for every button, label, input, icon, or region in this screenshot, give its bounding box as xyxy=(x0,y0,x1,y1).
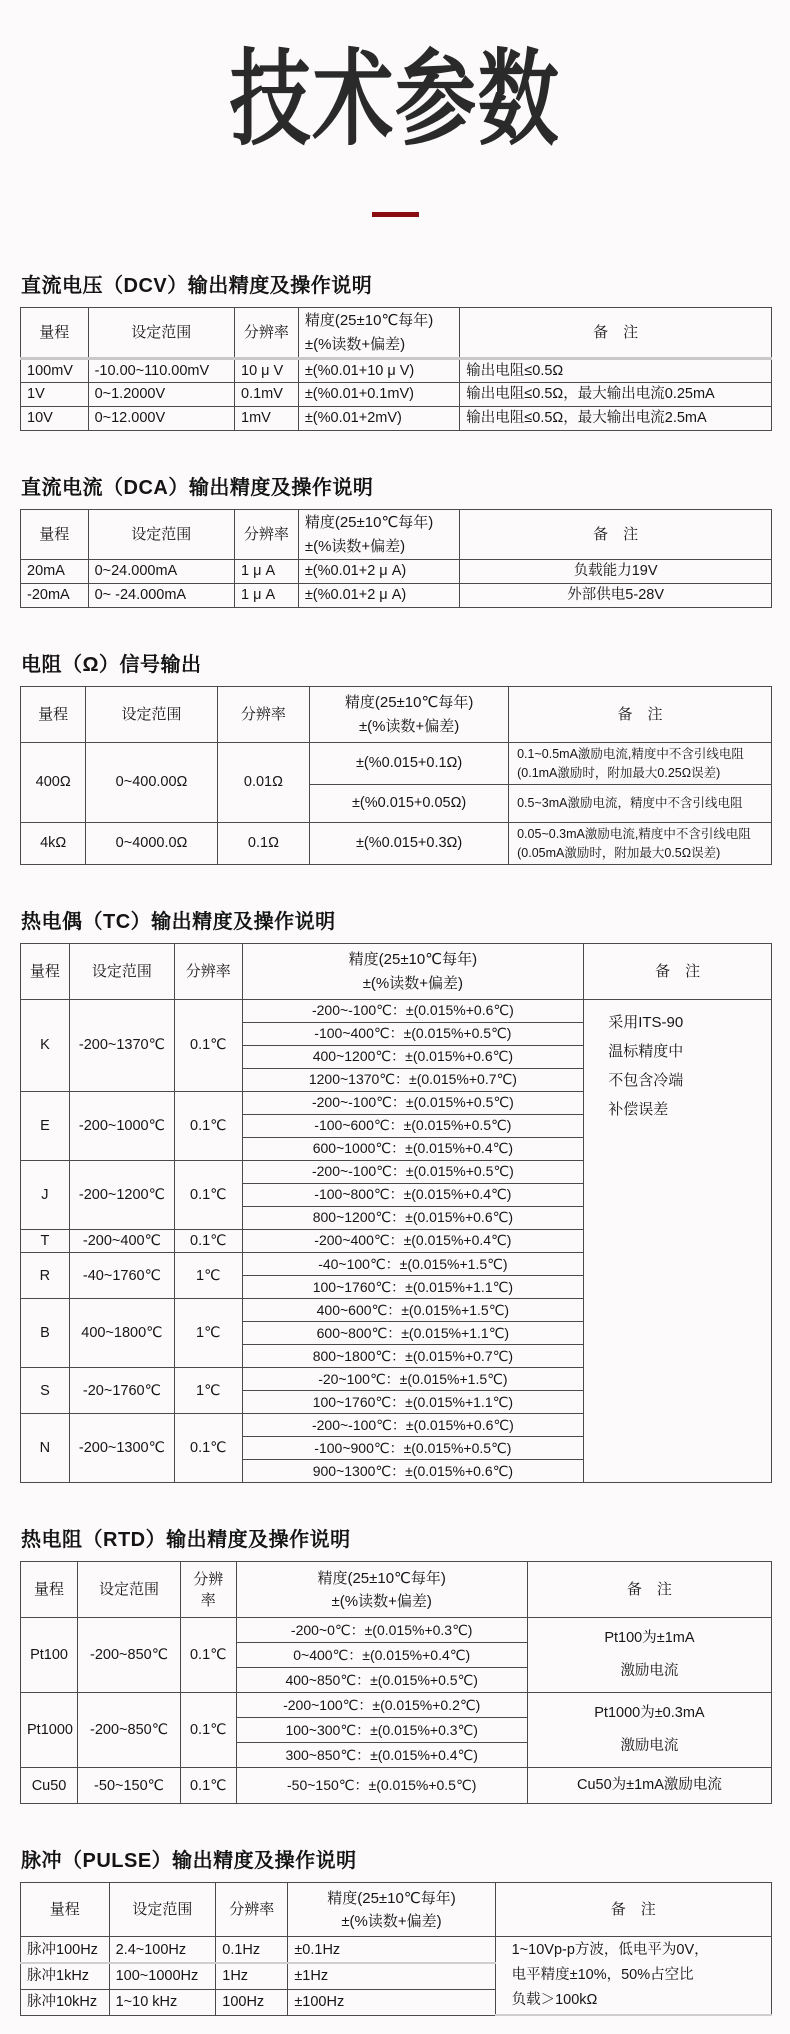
col-header-setting: 设定范围 xyxy=(109,1883,216,1937)
cell-resolution: 0.1℃ xyxy=(174,1230,242,1253)
cell-accuracy: 600~800℃：±(0.015%+1.1℃) xyxy=(242,1322,584,1345)
cell-range: Pt1000 xyxy=(21,1693,78,1768)
cell-accuracy: -100~400℃：±(0.015%+0.5℃) xyxy=(242,1023,584,1046)
table-row xyxy=(21,1000,772,1023)
cell-remark xyxy=(509,823,772,865)
table-row xyxy=(21,743,772,785)
cell-accuracy: 900~1300℃：±(0.015%+0.6℃) xyxy=(242,1460,584,1483)
cell-setting: 2.4~100Hz xyxy=(109,1937,216,1963)
accuracy-header-line: 精度(25±10℃每年) xyxy=(304,514,434,532)
col-header-resolution: 分辨率 xyxy=(235,308,299,359)
section-heading-ohm: 电阻（Ω）信号输出 xyxy=(21,654,202,677)
col-header-setting: 设定范围 xyxy=(69,944,174,1000)
cell-remark xyxy=(527,1618,771,1693)
cell-accuracy: 100~1760℃：±(0.015%+1.1℃) xyxy=(242,1276,584,1299)
cell-accuracy: -200~100℃：±(0.015%+0.2℃) xyxy=(236,1693,527,1718)
table-row xyxy=(21,584,772,608)
cell-accuracy: 0~400℃：±(0.015%+0.4℃) xyxy=(236,1643,527,1668)
cell-setting: 0~ -24.000mA xyxy=(88,584,234,608)
cell-accuracy: 100~1760℃：±(0.015%+1.1℃) xyxy=(242,1391,584,1414)
cell-accuracy: ±(%0.01+0.1mV) xyxy=(298,383,459,407)
cell-setting: -200~1000℃ xyxy=(69,1092,174,1161)
table-row xyxy=(21,1768,772,1804)
cell-accuracy: -200~-100℃：±(0.015%+0.6℃) xyxy=(242,1000,584,1023)
cell-setting: -200~1200℃ xyxy=(69,1161,174,1230)
cell-resolution: 0.1℃ xyxy=(174,1161,242,1230)
cell-accuracy: 1200~1370℃：±(0.015%+0.7℃) xyxy=(242,1069,584,1092)
cell-setting: -200~850℃ xyxy=(78,1693,181,1768)
accuracy-header-line: 精度(25±10℃每年) xyxy=(327,1889,456,1907)
cell-range: 脉冲10kHz xyxy=(21,1989,110,2015)
accuracy-header-line: 精度(25±10℃每年) xyxy=(317,1569,446,1587)
cell-setting: -200~400℃ xyxy=(69,1230,174,1253)
table-row xyxy=(21,407,772,431)
pulse-table xyxy=(20,1882,772,2016)
cell-range: 1V xyxy=(21,383,89,407)
section-heading-rtd: 热电阻（RTD）输出精度及操作说明 xyxy=(21,1529,351,1552)
col-header-remark: 备 注 xyxy=(495,1883,771,1937)
accuracy-header-line: ±(%读数+偏差) xyxy=(304,335,406,353)
tc-table xyxy=(20,943,772,1483)
cell-accuracy: -50~150℃：±(0.015%+0.5℃) xyxy=(236,1768,527,1804)
section-heading-pulse: 脉冲（PULSE）输出精度及操作说明 xyxy=(21,1850,357,1873)
col-header-range: 量程 xyxy=(21,1562,78,1618)
content xyxy=(0,269,790,2016)
cell-accuracy: -200~0℃：±(0.015%+0.3℃) xyxy=(236,1618,527,1643)
dca-table xyxy=(20,509,772,608)
cell-setting: 100~1000Hz xyxy=(109,1963,216,1989)
table-row xyxy=(21,1618,772,1643)
table-header-row xyxy=(21,687,772,743)
cell-setting: -10.00~110.00mV xyxy=(88,358,234,382)
cell-accuracy: -200~-100℃：±(0.015%+0.5℃) xyxy=(242,1161,584,1184)
cell-accuracy: ±(%0.015+0.1Ω) xyxy=(310,743,509,785)
cell-accuracy: 600~1000℃：±(0.015%+0.4℃) xyxy=(242,1138,584,1161)
rtd-table xyxy=(20,1561,772,1804)
cell-remark: 输出电阻≤0.5Ω，最大输出电流2.5mA xyxy=(460,407,772,431)
cell-accuracy: ±(%0.01+2 μ A) xyxy=(298,560,459,584)
col-header-remark: 备 注 xyxy=(584,944,772,1000)
cell-setting: 0~4000.0Ω xyxy=(86,823,217,865)
cell-resolution: 0.1℃ xyxy=(180,1768,236,1804)
cell-range: J xyxy=(21,1161,70,1230)
table-header-row xyxy=(21,308,772,359)
table-row xyxy=(21,1693,772,1718)
page-title: 技术参数 xyxy=(229,42,561,158)
col-header-accuracy xyxy=(310,687,509,743)
table-header-row xyxy=(21,1883,772,1937)
cell-setting: 0~400.00Ω xyxy=(86,743,217,823)
cell-range: 脉冲1kHz xyxy=(21,1963,110,1989)
col-header-accuracy xyxy=(236,1562,527,1618)
cell-accuracy: -200~400℃：±(0.015%+0.4℃) xyxy=(242,1230,584,1253)
remark-line: 0.5~3mA激励电流，精度中不含引线电阻 xyxy=(517,796,743,811)
cell-accuracy: -20~100℃：±(0.015%+1.5℃) xyxy=(242,1368,584,1391)
cell-range: 4kΩ xyxy=(21,823,86,865)
remark-line: 0.05~0.3mA激励电流,精度中不含引线电阻 xyxy=(517,826,751,841)
col-header-resolution: 分辨率 xyxy=(180,1562,236,1618)
col-header-setting: 设定范围 xyxy=(88,510,234,560)
cell-accuracy: ±(%0.01+2mV) xyxy=(298,407,459,431)
col-header-remark: 备 注 xyxy=(527,1562,771,1618)
section-heading-tc: 热电偶（TC）输出精度及操作说明 xyxy=(21,911,336,934)
cell-remark xyxy=(584,1000,772,1483)
accuracy-header-line: ±(%读数+偏差) xyxy=(331,1592,432,1610)
table-row xyxy=(21,1937,772,1963)
table-row xyxy=(21,560,772,584)
cell-setting: -40~1760℃ xyxy=(69,1253,174,1299)
remark-line: 激励电流 xyxy=(620,1738,679,1755)
cell-resolution: 1 μ A xyxy=(235,560,299,584)
cell-resolution: 0.1℃ xyxy=(180,1618,236,1693)
cell-remark: 输出电阻≤0.5Ω，最大输出电流0.25mA xyxy=(460,383,772,407)
cell-accuracy: ±(%0.015+0.3Ω) xyxy=(310,823,509,865)
cell-accuracy: ±(%0.01+2 μ A) xyxy=(298,584,459,608)
cell-range: 400Ω xyxy=(21,743,86,823)
cell-accuracy: -100~900℃：±(0.015%+0.5℃) xyxy=(242,1437,584,1460)
cell-resolution: 0.1mV xyxy=(235,383,299,407)
cell-setting: -50~150℃ xyxy=(78,1768,181,1804)
section-heading-dca: 直流电流（DCA）输出精度及操作说明 xyxy=(21,477,374,500)
cell-accuracy: ±(%0.015+0.05Ω) xyxy=(310,785,509,823)
cell-range: 20mA xyxy=(21,560,89,584)
cell-remark xyxy=(527,1693,771,1768)
col-header-setting: 设定范围 xyxy=(78,1562,181,1618)
cell-range: E xyxy=(21,1092,70,1161)
accuracy-header-line: 精度(25±10℃每年) xyxy=(344,694,474,712)
remark-line: (0.05mA激励时，附加最大0.5Ω误差) xyxy=(517,845,721,860)
remark-line: 1~10Vp-p方波，低电平为0V， xyxy=(511,1942,709,1959)
remark-line: 温标精度中 xyxy=(608,1043,684,1061)
col-header-accuracy xyxy=(298,510,459,560)
cell-accuracy: 400~1200℃：±(0.015%+0.6℃) xyxy=(242,1046,584,1069)
accuracy-header-line: 精度(25±10℃每年) xyxy=(304,312,434,330)
cell-range: R xyxy=(21,1253,70,1299)
remark-line: (0.1mA激励时，附加最大0.25Ω误差) xyxy=(517,765,721,780)
cell-accuracy: 800~1200℃：±(0.015%+0.6℃) xyxy=(242,1207,584,1230)
accuracy-header-line: ±(%读数+偏差) xyxy=(358,717,460,735)
cell-resolution: 1℃ xyxy=(174,1368,242,1414)
cell-range: T xyxy=(21,1230,70,1253)
cell-range: 100mV xyxy=(21,358,89,382)
cell-range: K xyxy=(21,1000,70,1092)
cell-remark: 外部供电5-28V xyxy=(460,584,772,608)
remark-line: Cu50为±1mA激励电流 xyxy=(576,1777,722,1794)
remark-line: 不包含冷端 xyxy=(608,1072,684,1090)
cell-resolution: 100Hz xyxy=(216,1989,288,2015)
cell-resolution: 1Hz xyxy=(216,1963,288,1989)
col-header-accuracy xyxy=(242,944,584,1000)
cell-range: 脉冲100Hz xyxy=(21,1937,110,1963)
cell-resolution: 0.1℃ xyxy=(174,1000,242,1092)
cell-range: B xyxy=(21,1299,70,1368)
cell-resolution: 0.1Ω xyxy=(217,823,309,865)
cell-range: Cu50 xyxy=(21,1768,78,1804)
dcv-table xyxy=(20,307,772,431)
cell-accuracy: 800~1800℃：±(0.015%+0.7℃) xyxy=(242,1345,584,1368)
accuracy-header-line: ±(%读数+偏差) xyxy=(304,537,406,555)
cell-range: -20mA xyxy=(21,584,89,608)
cell-remark xyxy=(495,1937,771,2016)
col-header-range: 量程 xyxy=(21,510,89,560)
cell-accuracy: 400~850℃：±(0.015%+0.5℃) xyxy=(236,1668,527,1693)
cell-remark xyxy=(509,743,772,785)
col-header-setting: 设定范围 xyxy=(88,308,234,359)
cell-accuracy: -100~600℃：±(0.015%+0.5℃) xyxy=(242,1115,584,1138)
cell-setting: 0~12.000V xyxy=(88,407,234,431)
col-header-accuracy xyxy=(298,308,459,359)
table-header-row xyxy=(21,944,772,1000)
cell-setting: -20~1760℃ xyxy=(69,1368,174,1414)
cell-accuracy: ±1Hz xyxy=(288,1963,495,1989)
remark-line: 负载＞100kΩ xyxy=(511,1992,598,2009)
accuracy-header-line: ±(%读数+偏差) xyxy=(341,1912,442,1930)
remark-line: 激励电流 xyxy=(620,1663,679,1680)
col-header-resolution: 分辨率 xyxy=(174,944,242,1000)
cell-remark: 输出电阻≤0.5Ω xyxy=(460,358,772,382)
cell-accuracy: 400~600℃：±(0.015%+1.5℃) xyxy=(242,1299,584,1322)
cell-range: Pt100 xyxy=(21,1618,78,1693)
cell-setting: 0~1.2000V xyxy=(88,383,234,407)
table-row xyxy=(21,358,772,382)
col-header-resolution: 分辨率 xyxy=(235,510,299,560)
cell-accuracy: ±0.1Hz xyxy=(288,1937,495,1963)
remark-line: 电平精度±10%，50%占空比 xyxy=(511,1967,694,1984)
cell-remark xyxy=(509,785,772,823)
table-row xyxy=(21,823,772,865)
cell-range: S xyxy=(21,1368,70,1414)
accuracy-header-line: 精度(25±10℃每年) xyxy=(348,951,478,969)
cell-resolution: 1℃ xyxy=(174,1299,242,1368)
remark-line: 补偿误差 xyxy=(608,1101,669,1119)
table-header-row xyxy=(21,510,772,560)
cell-setting: -200~1300℃ xyxy=(69,1414,174,1483)
resistance-table xyxy=(20,686,772,865)
col-header-setting: 设定范围 xyxy=(86,687,217,743)
cell-setting: -200~1370℃ xyxy=(69,1000,174,1092)
col-header-accuracy xyxy=(288,1883,495,1937)
cell-remark xyxy=(527,1768,771,1804)
cell-resolution: 0.1℃ xyxy=(180,1693,236,1768)
table-header-row xyxy=(21,1562,772,1618)
cell-setting: 1~10 kHz xyxy=(109,1989,216,2015)
cell-accuracy: -40~100℃：±(0.015%+1.5℃) xyxy=(242,1253,584,1276)
title-underline xyxy=(372,212,419,217)
cell-accuracy: ±(%0.01+10 μ V) xyxy=(298,358,459,382)
cell-setting: 400~1800℃ xyxy=(69,1299,174,1368)
cell-resolution: 10 μ V xyxy=(235,358,299,382)
cell-resolution: 0.01Ω xyxy=(217,743,309,823)
col-header-remark: 备 注 xyxy=(509,687,772,743)
col-header-remark: 备 注 xyxy=(460,308,772,359)
section-heading-dcv: 直流电压（DCV）输出精度及操作说明 xyxy=(21,275,373,298)
remark-line: 采用ITS-90 xyxy=(608,1014,684,1032)
col-header-range: 量程 xyxy=(21,308,89,359)
cell-setting: -200~850℃ xyxy=(78,1618,181,1693)
col-header-range: 量程 xyxy=(21,1883,110,1937)
col-header-range: 量程 xyxy=(21,944,70,1000)
cell-resolution: 0.1℃ xyxy=(174,1414,242,1483)
cell-accuracy: -200~-100℃：±(0.015%+0.6℃) xyxy=(242,1414,584,1437)
cell-setting: 0~24.000mA xyxy=(88,560,234,584)
col-header-resolution: 分辨率 xyxy=(217,687,309,743)
col-header-range: 量程 xyxy=(21,687,86,743)
cell-accuracy: -200~-100℃：±(0.015%+0.5℃) xyxy=(242,1092,584,1115)
cell-range: N xyxy=(21,1414,70,1483)
cell-accuracy: 300~850℃：±(0.015%+0.4℃) xyxy=(236,1743,527,1768)
remark-line: 0.1~0.5mA激励电流,精度中不含引线电阻 xyxy=(517,746,744,761)
cell-resolution: 1mV xyxy=(235,407,299,431)
cell-accuracy: ±100Hz xyxy=(288,1989,495,2015)
col-header-resolution: 分辨率 xyxy=(216,1883,288,1937)
remark-line: Pt1000为±0.3mA xyxy=(594,1705,705,1722)
cell-resolution: 0.1Hz xyxy=(216,1937,288,1963)
col-header-remark: 备 注 xyxy=(460,510,772,560)
cell-accuracy: -100~800℃：±(0.015%+0.4℃) xyxy=(242,1184,584,1207)
table-row xyxy=(21,383,772,407)
accuracy-header-line: ±(%读数+偏差) xyxy=(362,974,464,992)
cell-remark: 负载能力19V xyxy=(460,560,772,584)
cell-resolution: 0.1℃ xyxy=(174,1092,242,1161)
cell-resolution: 1℃ xyxy=(174,1253,242,1299)
cell-range: 10V xyxy=(21,407,89,431)
cell-resolution: 1 μ A xyxy=(235,584,299,608)
remark-line: Pt100为±1mA xyxy=(604,1630,695,1647)
cell-accuracy: 100~300℃：±(0.015%+0.3℃) xyxy=(236,1718,527,1743)
